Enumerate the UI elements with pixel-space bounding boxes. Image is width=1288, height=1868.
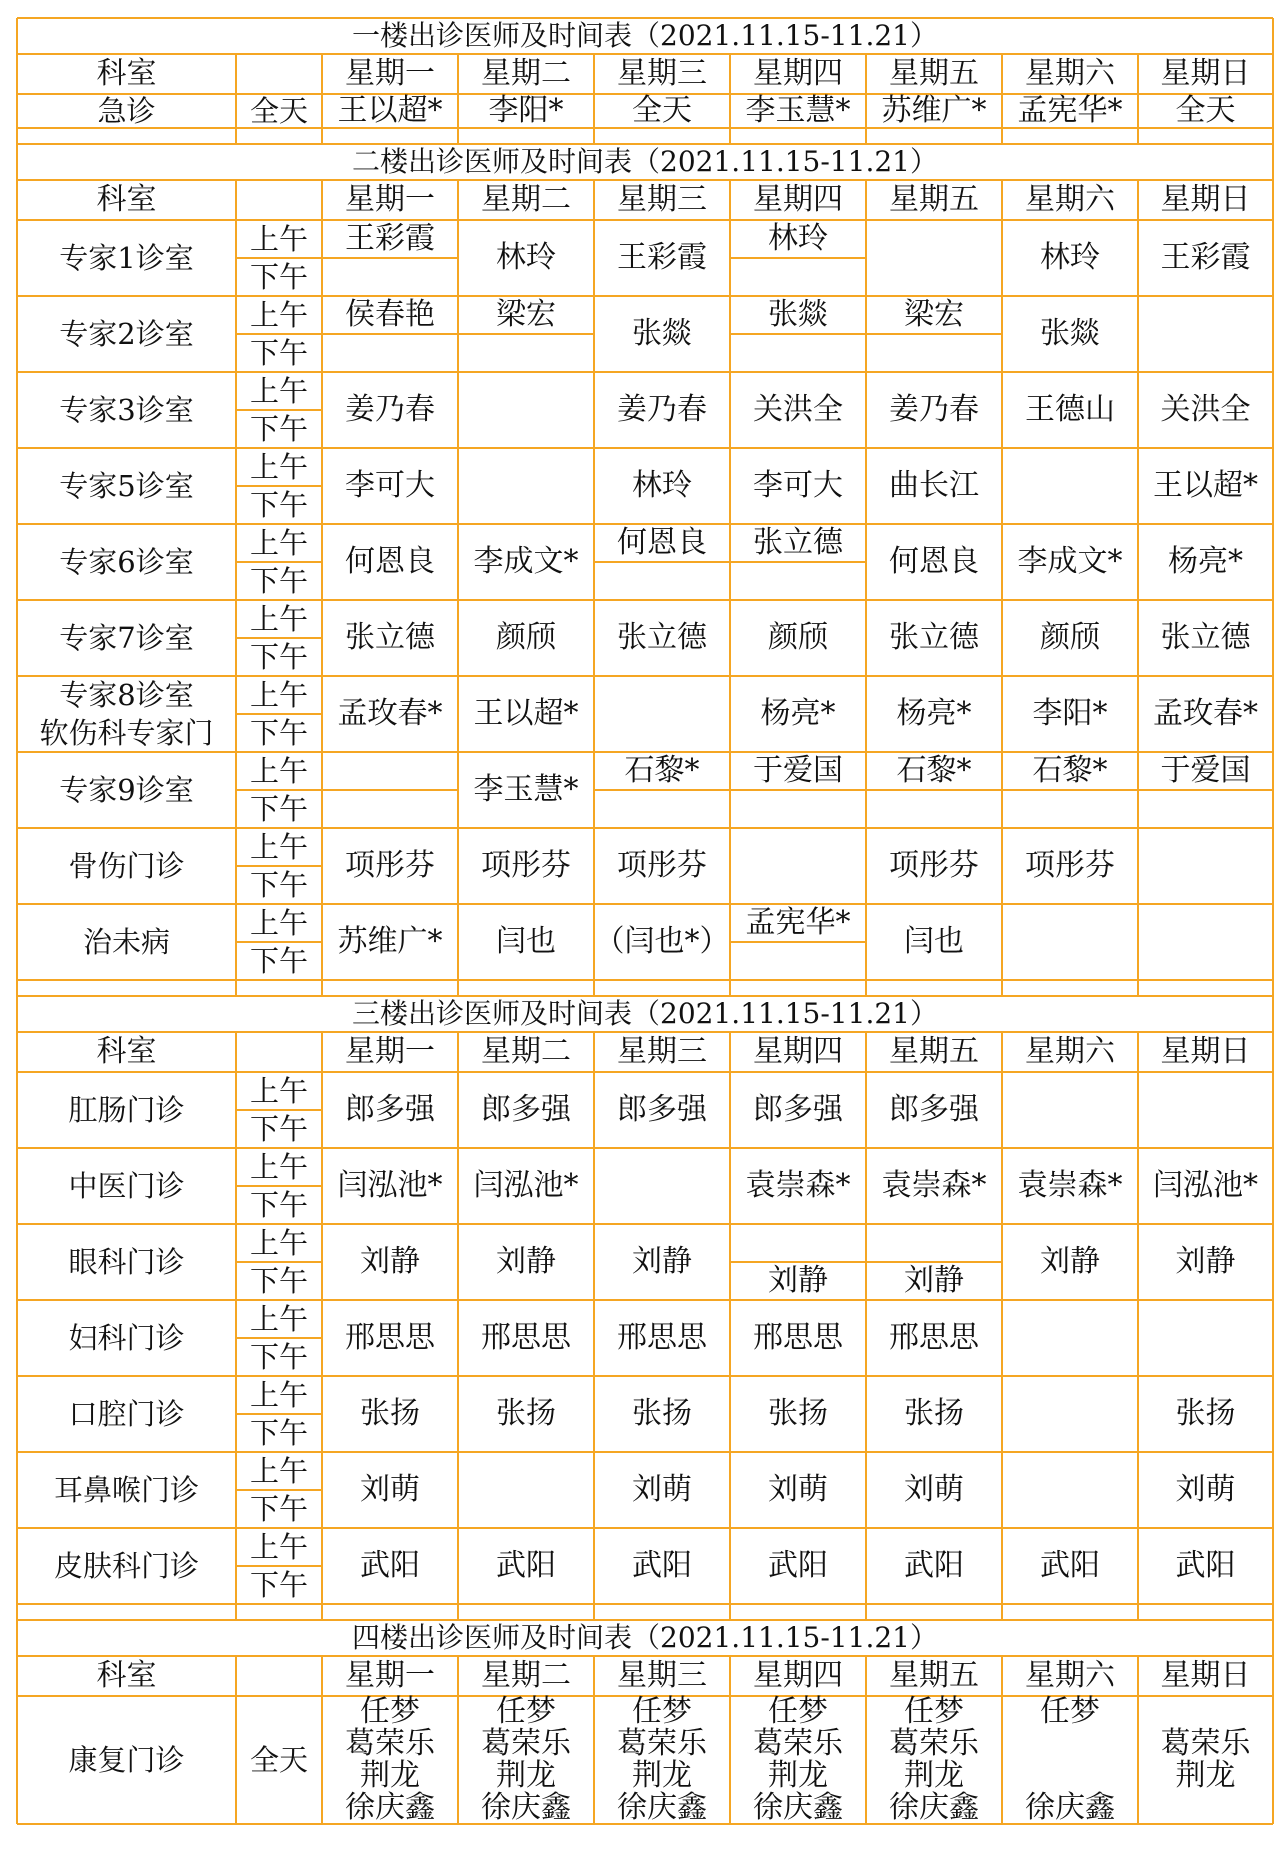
weekday-header: 星期二 <box>481 1658 571 1693</box>
dept-label: 妇科门诊 <box>68 1320 185 1355</box>
doctor-name <box>458 372 594 448</box>
doctor-name: 荆龙 <box>496 1758 556 1793</box>
doctor-name: 刘静 <box>1040 1244 1100 1279</box>
period-pm-label: 下午 <box>249 639 308 674</box>
weekday-header: 星期六 <box>1025 56 1115 91</box>
doctor-name <box>866 334 1002 372</box>
weekday-header: 星期三 <box>617 1658 707 1693</box>
weekday-header: 星期日 <box>1160 1034 1251 1069</box>
doctor-name: 王以超* <box>337 93 443 128</box>
doctor-name: 武阳 <box>632 1548 692 1583</box>
doctor-name <box>458 448 594 524</box>
doctor-name: 全天 <box>1175 93 1236 128</box>
doctor-name: 刘萌 <box>904 1472 964 1507</box>
doctor-name: 邢思思 <box>481 1320 571 1355</box>
doctor-name: 任梦 <box>360 1694 420 1729</box>
doctor-name: 郎多强 <box>345 1092 435 1127</box>
doctor-name <box>730 1224 866 1262</box>
doctor-name: 李成文* <box>473 544 579 579</box>
doctor-name: 张扬 <box>1175 1396 1236 1431</box>
doctor-name: 张燚 <box>768 297 828 332</box>
weekday-header: 星期六 <box>1025 1034 1115 1069</box>
doctor-name: 张立德 <box>889 620 979 655</box>
doctor-name: 葛荣乐 <box>889 1726 979 1761</box>
period-pm-label: 下午 <box>249 335 308 370</box>
doctor-name: 葛荣乐 <box>753 1726 843 1761</box>
period-pm-label: 下午 <box>249 867 308 902</box>
doctor-name: 刘萌 <box>1175 1472 1236 1507</box>
doctor-name: 石黎* <box>896 753 972 788</box>
doctor-name <box>730 562 866 600</box>
doctor-name <box>322 752 458 790</box>
weekday-header: 星期二 <box>481 182 571 217</box>
doctor-name: 袁崇森* <box>1017 1168 1123 1203</box>
doctor-name: 荆龙 <box>1175 1758 1236 1793</box>
weekday-header: 星期一 <box>345 1034 435 1069</box>
doctor-name: 林玲 <box>496 240 556 275</box>
doctor-name: 刘静 <box>768 1263 828 1298</box>
doctor-name: 王以超* <box>1153 468 1258 503</box>
period-am-label: 上午 <box>249 1149 308 1184</box>
section-title: 一楼出诊医师及时间表（2021.11.15-11.21） <box>352 19 938 52</box>
doctor-name: 闫泓池* <box>473 1168 579 1203</box>
doctor-name <box>322 334 458 372</box>
doctor-name: 孟宪华* <box>745 905 851 940</box>
doctor-name: 王德山 <box>1025 392 1115 427</box>
dept-header: 科室 <box>96 1658 157 1693</box>
period-pm-label: 下午 <box>249 1187 308 1222</box>
dept-label: 治未病 <box>82 924 170 959</box>
period-am-label: 上午 <box>249 753 308 788</box>
dept-label: 专家8诊室 <box>59 677 194 712</box>
period-am-label: 上午 <box>249 1453 308 1488</box>
weekday-header: 星期二 <box>481 1034 571 1069</box>
period-pm-label: 下午 <box>249 943 308 978</box>
doctor-name: 闫也 <box>496 924 556 959</box>
doctor-name: 张扬 <box>768 1396 828 1431</box>
doctor-name: 张燚 <box>1040 316 1100 351</box>
doctor-name: 侯春艳 <box>345 297 435 332</box>
doctor-name <box>730 828 866 904</box>
doctor-name <box>730 258 866 296</box>
period-am-label: 上午 <box>249 1301 308 1336</box>
period-pm-label: 下午 <box>249 1111 308 1146</box>
doctor-name <box>458 1452 594 1528</box>
doctor-name: 葛荣乐 <box>617 1726 707 1761</box>
weekday-header: 星期日 <box>1160 182 1251 217</box>
dept-label: 专家1诊室 <box>59 240 194 275</box>
doctor-name: 项彤芬 <box>1025 848 1115 883</box>
doctor-name: 于爱国 <box>753 753 843 788</box>
weekday-header: 星期一 <box>345 1658 435 1693</box>
period-am-label: 上午 <box>249 1073 308 1108</box>
doctor-name: 荆龙 <box>360 1758 420 1793</box>
doctor-name: 张扬 <box>360 1396 420 1431</box>
weekday-header: 星期五 <box>889 182 979 217</box>
doctor-name: 何恩良 <box>889 544 979 579</box>
doctor-name <box>594 562 730 600</box>
doctor-name: 刘静 <box>632 1244 692 1279</box>
doctor-name: 杨亮* <box>1168 544 1243 579</box>
weekday-header: 星期五 <box>889 56 979 91</box>
doctor-name <box>730 942 866 980</box>
doctor-name: 葛荣乐 <box>481 1726 571 1761</box>
doctor-name <box>1138 790 1273 828</box>
doctor-name: 葛荣乐 <box>1160 1726 1251 1761</box>
doctor-name: 林玲 <box>632 468 692 503</box>
doctor-name: 武阳 <box>768 1548 828 1583</box>
doctor-name <box>866 790 1002 828</box>
weekday-header: 星期三 <box>617 56 707 91</box>
doctor-name <box>1138 1792 1273 1824</box>
doctor-name: 闫泓池* <box>1153 1168 1258 1203</box>
period-am-label: 上午 <box>249 677 308 712</box>
doctor-name: 颜颀 <box>496 620 556 655</box>
dept-label: 专家9诊室 <box>59 772 194 807</box>
period-am-label: 上午 <box>249 601 308 636</box>
doctor-name: 李可大 <box>345 468 435 503</box>
doctor-name: 王以超* <box>473 696 579 731</box>
doctor-name <box>1002 904 1138 980</box>
doctor-name: 何恩良 <box>345 544 435 579</box>
doctor-name: 杨亮* <box>760 696 836 731</box>
dept-label: 骨伤门诊 <box>68 848 185 883</box>
period-label: 全天 <box>249 93 308 128</box>
doctor-name <box>1002 1760 1138 1792</box>
dept-label: 软伤科专家门 <box>39 715 214 750</box>
dept-label: 专家5诊室 <box>59 468 194 503</box>
doctor-name: 王彩霞 <box>1160 240 1251 275</box>
doctor-name: 张燚 <box>632 316 692 351</box>
period-am-label: 上午 <box>249 905 308 940</box>
weekday-header: 星期四 <box>753 1658 843 1693</box>
doctor-name <box>1138 904 1273 980</box>
doctor-name: 袁崇森* <box>881 1168 987 1203</box>
period-pm-label: 下午 <box>249 259 308 294</box>
doctor-name: 张扬 <box>632 1396 692 1431</box>
doctor-name: 石黎* <box>624 753 700 788</box>
doctor-name: 武阳 <box>496 1548 556 1583</box>
doctor-name <box>1002 790 1138 828</box>
period-pm-label: 下午 <box>249 1491 308 1526</box>
doctor-name: 苏维广* <box>337 924 443 959</box>
period-am-label: 上午 <box>249 829 308 864</box>
doctor-name: 项彤芬 <box>617 848 707 883</box>
doctor-name: 任梦 <box>1040 1694 1100 1729</box>
doctor-name: 葛荣乐 <box>345 1726 435 1761</box>
dept-label: 专家2诊室 <box>59 316 194 351</box>
doctor-name: 梁宏 <box>904 297 964 332</box>
doctor-name: 荆龙 <box>904 1758 964 1793</box>
doctor-name <box>730 790 866 828</box>
dept-label: 急诊 <box>97 93 156 128</box>
doctor-name: 李可大 <box>753 468 843 503</box>
doctor-name <box>1002 1376 1138 1452</box>
doctor-name: 任梦 <box>904 1694 964 1729</box>
weekday-header: 星期一 <box>345 182 435 217</box>
doctor-name <box>594 790 730 828</box>
period-am-label: 上午 <box>249 525 308 560</box>
period-pm-label: 下午 <box>249 1339 308 1374</box>
weekday-header: 星期日 <box>1160 1658 1251 1693</box>
dept-label: 专家6诊室 <box>59 544 194 579</box>
doctor-name: 荆龙 <box>632 1758 692 1793</box>
doctor-name: 石黎* <box>1032 753 1108 788</box>
period-pm-label: 下午 <box>249 715 308 750</box>
weekday-header: 星期三 <box>617 182 707 217</box>
doctor-name: 刘萌 <box>768 1472 828 1507</box>
dept-label: 口腔门诊 <box>68 1396 185 1431</box>
doctor-name: 项彤芬 <box>889 848 979 883</box>
doctor-name: 李玉慧* <box>745 93 851 128</box>
period-pm-label: 下午 <box>249 487 308 522</box>
doctor-name <box>1002 448 1138 524</box>
doctor-name: 任梦 <box>496 1694 556 1729</box>
doctor-name: 任梦 <box>768 1694 828 1729</box>
weekday-header: 星期五 <box>889 1658 979 1693</box>
doctor-name: 徐庆鑫 <box>1025 1790 1115 1825</box>
doctor-name: 项彤芬 <box>345 848 435 883</box>
doctor-name: 刘静 <box>1175 1244 1236 1279</box>
doctor-name <box>322 790 458 828</box>
doctor-name: 徐庆鑫 <box>617 1790 707 1825</box>
doctor-name: 刘静 <box>360 1244 420 1279</box>
doctor-name: 孟玫春* <box>337 696 443 731</box>
section-title: 三楼出诊医师及时间表（2021.11.15-11.21） <box>352 997 938 1030</box>
period-pm-label: 下午 <box>249 411 308 446</box>
doctor-name: 张立德 <box>345 620 435 655</box>
doctor-name <box>730 334 866 372</box>
doctor-name <box>594 1148 730 1224</box>
dept-label: 皮肤科门诊 <box>53 1548 199 1583</box>
doctor-name <box>866 220 1002 296</box>
doctor-name: 邢思思 <box>345 1320 435 1355</box>
weekday-header: 星期三 <box>617 1034 707 1069</box>
weekday-header: 星期四 <box>753 1034 843 1069</box>
doctor-name: 全天 <box>632 93 692 128</box>
doctor-name: 林玲 <box>1040 240 1100 275</box>
doctor-name: 姜乃春 <box>617 392 707 427</box>
period-am-label: 上午 <box>249 373 308 408</box>
doctor-name: 徐庆鑫 <box>481 1790 571 1825</box>
doctor-name: 姜乃春 <box>345 392 435 427</box>
period-am-label: 上午 <box>249 1529 308 1564</box>
doctor-name: 刘萌 <box>632 1472 692 1507</box>
doctor-name: 徐庆鑫 <box>889 1790 979 1825</box>
weekday-header: 星期日 <box>1160 56 1251 91</box>
doctor-name: 孟宪华* <box>1017 93 1123 128</box>
doctor-name: 孟玫春* <box>1153 696 1258 731</box>
period-am-label: 上午 <box>249 1377 308 1412</box>
doctor-name: 邢思思 <box>889 1320 979 1355</box>
doctor-name: 颜颀 <box>1040 620 1100 655</box>
doctor-name: 刘静 <box>496 1244 556 1279</box>
doctor-name <box>1138 828 1273 904</box>
period-pm-label: 下午 <box>249 1263 308 1298</box>
dept-label: 康复门诊 <box>68 1742 185 1777</box>
doctor-name: 邢思思 <box>617 1320 707 1355</box>
period-am-label: 上午 <box>249 297 308 332</box>
doctor-name: 荆龙 <box>768 1758 828 1793</box>
section-title: 二楼出诊医师及时间表（2021.11.15-11.21） <box>352 145 938 178</box>
doctor-name: 徐庆鑫 <box>345 1790 435 1825</box>
dept-label: 专家7诊室 <box>59 620 194 655</box>
doctor-name: 梁宏 <box>496 297 556 332</box>
doctor-name: 张立德 <box>753 525 843 560</box>
section-title: 四楼出诊医师及时间表（2021.11.15-11.21） <box>352 1621 938 1654</box>
period-pm-label: 下午 <box>249 791 308 826</box>
doctor-name: 张立德 <box>617 620 707 655</box>
dept-label: 中医门诊 <box>68 1168 185 1203</box>
doctor-name: 苏维广* <box>881 93 987 128</box>
doctor-name: 邢思思 <box>753 1320 843 1355</box>
doctor-name: 闫泓池* <box>337 1168 443 1203</box>
doctor-name <box>1138 296 1273 372</box>
doctor-name: 武阳 <box>904 1548 964 1583</box>
doctor-name: 闫也 <box>904 924 964 959</box>
doctor-name <box>1002 1728 1138 1760</box>
doctor-name: 李阳* <box>488 93 564 128</box>
doctor-name: 徐庆鑫 <box>753 1790 843 1825</box>
dept-label: 专家3诊室 <box>59 392 194 427</box>
doctor-name: 刘静 <box>904 1263 964 1298</box>
weekday-header: 星期五 <box>889 1034 979 1069</box>
weekday-header: 星期一 <box>345 56 435 91</box>
doctor-name: 郎多强 <box>617 1092 707 1127</box>
doctor-name: （闫也*） <box>594 924 730 959</box>
dept-label: 耳鼻喉门诊 <box>53 1472 199 1507</box>
weekday-header: 星期四 <box>753 56 843 91</box>
doctor-name: 王彩霞 <box>345 221 435 256</box>
doctor-name: 李成文* <box>1017 544 1123 579</box>
period-pm-label: 下午 <box>249 563 308 598</box>
period-pm-label: 下午 <box>249 1567 308 1602</box>
dept-header: 科室 <box>96 56 157 91</box>
doctor-name: 袁崇森* <box>745 1168 851 1203</box>
doctor-name <box>1138 1072 1273 1148</box>
doctor-name: 李阳* <box>1032 696 1108 731</box>
doctor-name <box>1002 1072 1138 1148</box>
doctor-name: 关洪全 <box>753 392 843 427</box>
doctor-name: 张扬 <box>496 1396 556 1431</box>
weekday-header: 星期四 <box>753 182 843 217</box>
doctor-name: 颜颀 <box>768 620 828 655</box>
period-am-label: 上午 <box>249 1225 308 1260</box>
doctor-name: 林玲 <box>768 221 828 256</box>
doctor-name: 何恩良 <box>617 525 707 560</box>
doctor-name: 项彤芬 <box>481 848 571 883</box>
doctor-name: 郎多强 <box>889 1092 979 1127</box>
doctor-name <box>322 258 458 296</box>
dept-header: 科室 <box>96 182 157 217</box>
doctor-name: 李玉慧* <box>473 772 579 807</box>
weekday-header: 星期六 <box>1025 182 1115 217</box>
doctor-name <box>458 334 594 372</box>
dept-label: 肛肠门诊 <box>68 1092 185 1127</box>
weekday-header: 星期二 <box>481 56 571 91</box>
doctor-name: 郎多强 <box>481 1092 571 1127</box>
doctor-name: 曲长江 <box>889 468 979 503</box>
doctor-name: 武阳 <box>360 1548 420 1583</box>
dept-label: 眼科门诊 <box>68 1244 185 1279</box>
doctor-name <box>1002 1452 1138 1528</box>
doctor-name: 任梦 <box>632 1694 692 1729</box>
doctor-name <box>1002 1300 1138 1376</box>
doctor-name: 武阳 <box>1040 1548 1100 1583</box>
doctor-name: 刘萌 <box>360 1472 420 1507</box>
period-am-label: 上午 <box>249 449 308 484</box>
doctor-name <box>866 1224 1002 1262</box>
doctor-name: 郎多强 <box>753 1092 843 1127</box>
doctor-name: 杨亮* <box>896 696 972 731</box>
doctor-name: 王彩霞 <box>617 240 707 275</box>
period-label: 全天 <box>249 1742 308 1777</box>
dept-header: 科室 <box>96 1034 157 1069</box>
weekday-header: 星期六 <box>1025 1658 1115 1693</box>
period-am-label: 上午 <box>249 221 308 256</box>
doctor-name: 于爱国 <box>1160 753 1251 788</box>
period-pm-label: 下午 <box>249 1415 308 1450</box>
doctor-name: 关洪全 <box>1160 392 1251 427</box>
doctor-name <box>1138 1300 1273 1376</box>
doctor-name <box>594 676 730 752</box>
doctor-name: 武阳 <box>1175 1548 1236 1583</box>
doctor-name <box>1138 1696 1273 1728</box>
doctor-name: 张立德 <box>1160 620 1251 655</box>
doctor-name: 姜乃春 <box>889 392 979 427</box>
doctor-name: 张扬 <box>904 1396 964 1431</box>
